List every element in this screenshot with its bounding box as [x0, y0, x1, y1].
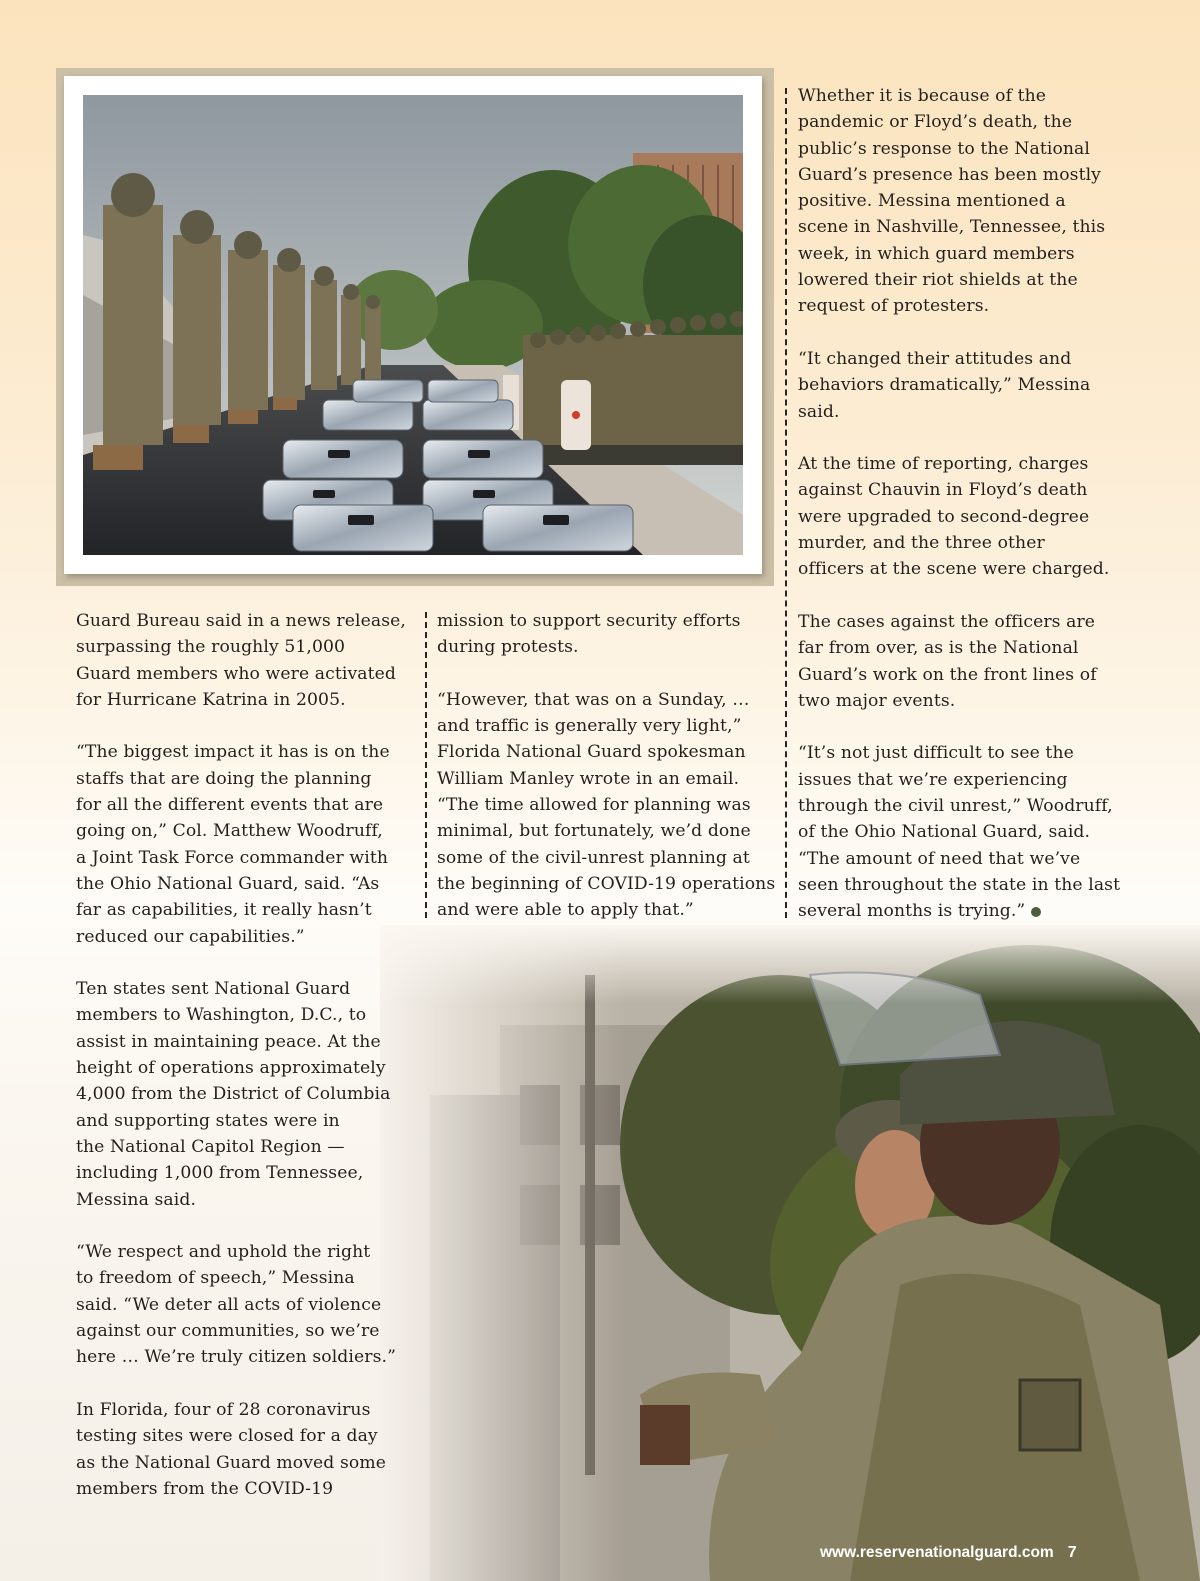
- paragraph: “However, that was on a Sunday, … and traffic is generally very light,” Florida National Guard spokesman William Manley wrote in an email. “The time allowed for planning was minimal, but fortunately, we’d done some of the civil-unrest planning at the beginning of COVID-19 operations and were able to apply that.”: [437, 689, 776, 921]
- footer-url[interactable]: www.reservenationalguard.com: [820, 1544, 1054, 1561]
- paragraph: “It changed their attitudes and behaviors dramatically,” Messina said.: [798, 348, 1091, 422]
- paragraph: “We respect and uphold the right to freedom of speech,” Messina said. “We deter all acts of violence against our communities, so we’re here … We’re truly citizen soldiers.”: [76, 1242, 396, 1368]
- article-column-left: [76, 608, 418, 1502]
- column-divider-middle: [425, 612, 427, 918]
- paragraph: In Florida, four of 28 coronavirus testing sites were closed for a day as the National Guard moved some members from the COVID-19: [76, 1399, 387, 1499]
- paragraph: Guard Bureau said in a news release, surpassing the roughly 51,000 Guard members who were activated for Hurricane Katrina in 2005.: [76, 611, 406, 710]
- column-divider-right: [785, 88, 787, 918]
- paragraph: “The biggest impact it has is on the staffs that are doing the planning for all the different events that are going on,” Col. Matthew Woodruff, a Joint Task Force commander with the Ohio National Guard, said. “As far as capabilities, it really hasn’t reduced our capabilities.”: [76, 742, 390, 947]
- page-footer: [820, 1542, 1140, 1564]
- paragraph: Ten states sent National Guard members to Washington, D.C., to assist in maintaining peace. At the height of operations approximately 4,000 from the District of Columbia and supporting states were in the National Capitol Region — including 1,000 from Tennessee, Messina said.: [76, 979, 391, 1210]
- top-photo-frame: [56, 68, 774, 586]
- top-photo-mat: [64, 76, 762, 574]
- paragraph: mission to support security efforts during protests.: [437, 611, 741, 658]
- paragraph-text: “It’s not just difficult to see the issues that we’re experiencing through the civil unrest,” Woodruff, of the Ohio National Guard, said. “The amount of need that we’ve seen throughout the state in the last several months is trying.”: [798, 743, 1121, 922]
- end-mark-icon: [1031, 907, 1041, 917]
- paragraph-last: [798, 740, 1133, 924]
- paragraph: The cases against the officers are far from over, as is the National Guard’s work on the front lines of two major events.: [798, 611, 1097, 711]
- paragraph: At the time of reporting, charges against Chauvin in Floyd’s death were upgraded to second-degree murder, and the three other officers at the scene were charged.: [798, 454, 1110, 580]
- article-column-middle: [437, 608, 782, 924]
- article-column-right: [798, 83, 1133, 925]
- paragraph: Whether it is because of the pandemic or Floyd’s death, the public’s response to the National Guard’s presence has been mostly positive. Messina mentioned a scene in Nashville, Tennessee, this week, in which guard members lowered their riot shields at the request of protesters.: [798, 86, 1106, 317]
- guard-soldiers-photo: [380, 925, 1200, 1581]
- guard-shields-photo: [83, 95, 743, 555]
- page-number: 7: [1067, 1544, 1077, 1561]
